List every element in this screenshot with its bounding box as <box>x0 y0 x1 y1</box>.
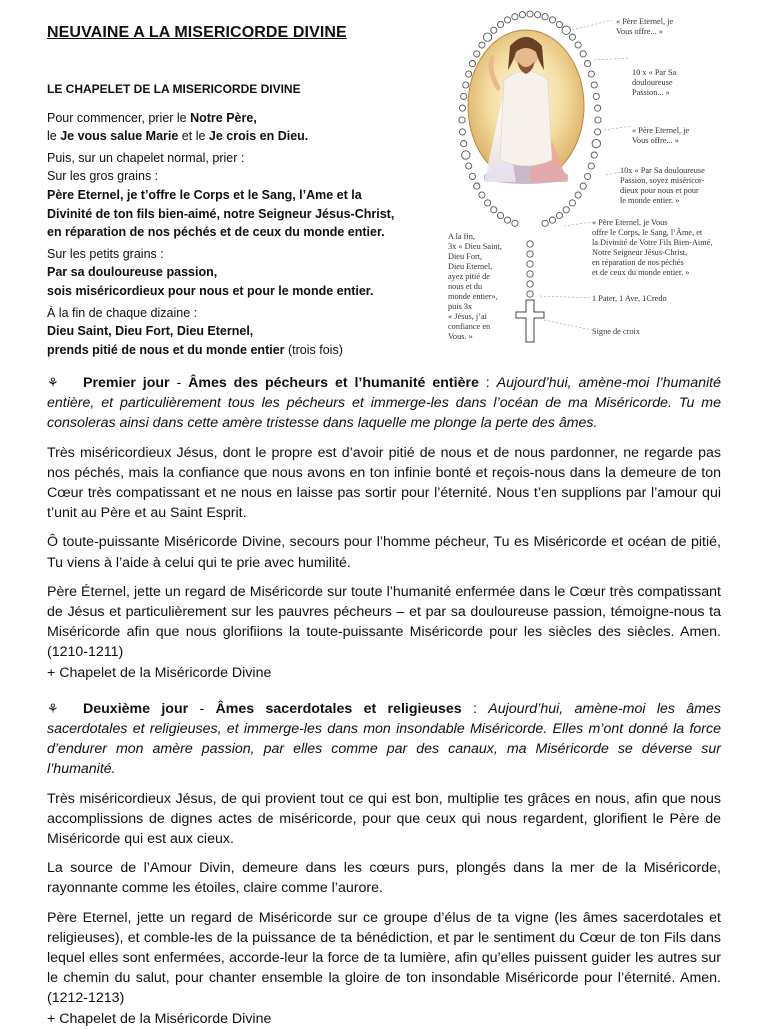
prayer-text: prends pitié de nous et du monde entier <box>47 342 285 357</box>
label-line: le monde entier. » <box>620 196 680 205</box>
rosary-bead <box>459 105 465 111</box>
label-line: Vous offre... » <box>632 136 679 145</box>
rosary-bead <box>461 93 467 99</box>
label-pere-eternel-2 <box>632 126 689 146</box>
rosary-bead <box>575 192 581 198</box>
text: (trois fois) <box>284 342 343 357</box>
rosary-bead <box>542 220 548 226</box>
label-pater: 1 Pater, 1 Ave, 1Credo <box>592 294 667 303</box>
label-line: nous et du <box>448 282 483 291</box>
label-line: Vous. » <box>448 332 473 341</box>
day1-prayer-1: Très miséricordieux Jésus, dont le propre est d’avoir pitié de nous et de nous pardonner, ne regarde pas nos péchés, mais la confiance que nous avons en ton infinie bonté et reçois-nous dans la demeure de ton Cœur très compatissant et ne nous en laisse pas sortir pour l’éternité. Nous t’en supplions par l’amour qui t’unit au Père et au Saint Esprit. <box>47 444 721 522</box>
label-signe: Signe de croix <box>592 327 640 336</box>
label-line: la Divinité de Votre Fils Bien-Aimé, <box>592 238 713 247</box>
day1-heading <box>47 373 721 434</box>
rosary-bead <box>504 217 510 223</box>
flower-icon: ⚘ <box>47 700 59 716</box>
prayer-text: en réparation de nos péchés et de ceux du monde entier. <box>47 225 385 240</box>
label-line: confiance en <box>448 322 491 331</box>
intro-line-2 <box>47 127 427 146</box>
day-quote: Aujourd’hui, amène-moi l’humanité entière, et particulièrement tous les pécheurs et immerge-les dans l’océan de ma Miséricorde. Tu me consoleras ainsi dans cette amère tristesse dans laquelle me plonge la perte des âmes. <box>47 375 721 432</box>
rosary-bead <box>585 173 591 179</box>
rosary-bead <box>497 212 503 218</box>
label-line: Notre Seigneur Jésus-Christ, <box>592 248 688 257</box>
prayer-line <box>47 263 427 282</box>
flower-icon: ⚘ <box>47 375 59 390</box>
rosary-bead <box>588 71 594 77</box>
instruction-line: À la fin de chaque dizaine : <box>47 305 198 320</box>
day2-chapelet: + Chapelet de la Miséricorde Divine <box>47 1010 272 1027</box>
label-line: ayez pitié de <box>448 272 490 281</box>
prayer-text: Par sa douloureuse passion, <box>47 265 218 280</box>
label-line: Vous offre... » <box>616 27 663 36</box>
label-line: « Jésus, j’ai <box>448 312 487 321</box>
text: : <box>478 375 497 391</box>
rosary-bead <box>575 42 581 48</box>
prayer-name: Je crois en Dieu. <box>208 129 309 144</box>
neuvaine-days <box>47 373 721 1029</box>
text: : <box>461 700 489 717</box>
prayer-line <box>47 322 427 341</box>
rosary-bead <box>569 34 575 40</box>
rosary-bead <box>466 71 472 77</box>
rosary-bead <box>491 27 497 33</box>
divine-mercy-image <box>468 30 584 184</box>
day1-chapelet: + Chapelet de la Miséricorde Divine <box>47 664 272 681</box>
rosary-bead <box>504 17 510 23</box>
rosary-bead <box>479 192 485 198</box>
rosary-bead <box>512 14 518 20</box>
prayer-text: Dieu Saint, Dieu Fort, Dieu Eternel, <box>47 324 254 339</box>
rosary-bead <box>497 21 503 27</box>
rosary-bead <box>463 82 469 88</box>
label-line: A la fin, <box>448 232 475 241</box>
label-line: 10 x « Par Sa <box>632 68 677 77</box>
rosary-bead <box>593 93 599 99</box>
day-label: Premier jour <box>83 375 170 391</box>
prayer-line <box>47 341 427 360</box>
page-title: NEUVAINE A LA MISERICORDE DIVINE <box>47 24 347 41</box>
text: et le <box>178 129 209 144</box>
rosary-bead <box>592 139 600 147</box>
rosary-bead <box>562 26 570 34</box>
prayer-name: Notre Père, <box>190 110 257 125</box>
rosary-bead <box>466 163 472 169</box>
day-theme: Âmes des pécheurs et l’humanité entière <box>188 375 479 391</box>
rosary-bead <box>588 163 594 169</box>
label-line: « Père Eternel, je <box>632 126 690 135</box>
rosary-bead <box>459 117 465 123</box>
rosary-bead <box>461 141 467 147</box>
rosary-bead <box>549 217 555 223</box>
text: - <box>188 700 216 717</box>
day-theme: Âmes sacerdotales et religieuses <box>215 700 462 717</box>
label-line: douloureuse <box>632 78 673 87</box>
rosary-bead <box>549 17 555 23</box>
rosary-bead <box>485 200 491 206</box>
rosary-bead <box>595 117 601 123</box>
prayer-line <box>47 223 427 242</box>
label-line: en réparation de nos péchés <box>592 258 684 267</box>
chapelet-instructions <box>47 80 427 359</box>
label-dizaine-2 <box>620 166 705 206</box>
rosary-bead <box>474 51 480 57</box>
label-offrande <box>592 218 712 278</box>
rosary-bead <box>569 200 575 206</box>
rosary-bead <box>479 42 485 48</box>
rosary-figure <box>444 0 726 346</box>
rosary-bead <box>595 129 601 135</box>
day1-prayer-2: Ô toute-puissante Miséricorde Divine, secours pour l’homme pécheur, Tu es Miséricorde et océan de pitié, Tu viens à l’aide à celui qui te prie avec humilité. <box>47 534 721 571</box>
rosary-bead <box>491 207 497 213</box>
rosary-bead <box>580 51 586 57</box>
rosary-bead <box>483 33 491 41</box>
day2-prayer-2: La source de l’Amour Divin, demeure dans les cœurs purs, plongés dans la mer de la Miséricorde, rayonnante comme les étoiles, claire comme l’aurore. <box>47 860 721 897</box>
text: le <box>47 129 61 144</box>
day1-prayer-3: Père Éternel, jette un regard de Miséricorde sur toute l’humanité enfermée dans le Cœur très compatissant de Jésus et particulièrement sur les pauvres pécheurs – et par sa douloureuse passion, témoigne-nous ta Miséricorde afin que nous glorifiions la toute-puissante Miséricorde pour les siècles des siècles. Amen. (1210-1211) <box>47 583 721 661</box>
label-line: monde entier», <box>448 292 498 301</box>
rosary-bead <box>556 21 562 27</box>
rosary-bead <box>535 12 541 18</box>
label-pere-eternel-1 <box>616 17 673 37</box>
prayer-name: Je vous salue Marie <box>60 129 179 144</box>
label-line: 10x « Par Sa douloureuse <box>620 166 705 175</box>
text: Pour commencer, prier le <box>47 110 191 125</box>
day-quote: Aujourd’hui, amène-moi les âmes sacerdotales et religieuses, et immerge-les dans mon insondable Miséricorde. Elles m’ont donné la force d’endurer mon amère passion, par elles comme par des canaux, ma Miséricorde se déverse sur l’humanité. <box>47 700 721 778</box>
day-label: Deuxième jour <box>83 700 189 717</box>
prayer-line <box>47 186 427 205</box>
label-line: Passion, soyez miséricor- <box>620 176 705 185</box>
day2-prayer-1: Très miséricordieux Jésus, de qui provient tout ce qui est bon, multiplie tes grâces en nous, afin que nous accomplissions de dignes actes de miséricorde, pour que ceux qui nous regardent, glorifient le Père de Miséricorde qui est aux cieux. <box>47 790 721 848</box>
label-line: Passion... » <box>632 88 670 97</box>
label-dizaine-1 <box>632 68 676 98</box>
prayer-line <box>47 282 427 301</box>
label-line: 3x « Dieu Saint, <box>448 242 502 251</box>
label-line: « Père Eternel, je Vous <box>592 218 668 227</box>
rosary-bead <box>512 220 518 226</box>
rosary-bead <box>591 82 597 88</box>
rosary-bead <box>469 173 475 179</box>
rosary-bead <box>474 183 480 189</box>
rosary-bead <box>542 14 548 20</box>
label-line: et de ceux du monde entier. » <box>592 268 690 277</box>
prayer-text: sois miséricordieux pour nous et pour le monde entier. <box>47 283 374 298</box>
day2-prayer-3: Père Eternel, jette un regard de Miséricorde sur ce groupe d’élus de ta vigne (les âmes sacerdotales et religieuses), et comble-les de la puissance de ta bénédiction, et par le sentiment du Cœur de ton Fils dans lequel elles sont enfermées, accorde-leur la force de ta lumière, afin qu’elles puissent guider les autres sur le chemin du salut, pour chanter ensemble la gloire de ton insondable Miséricorde pour l’éternité. Amen. (1212-1213) <box>47 909 721 1007</box>
rosary-bead <box>563 207 569 213</box>
instruction-line: Puis, sur un chapelet normal, prier : <box>47 150 245 165</box>
rosary-bead <box>527 11 533 17</box>
day2-heading <box>47 699 721 780</box>
label-line: puis 3x <box>448 302 473 311</box>
rosary-bead <box>519 12 525 18</box>
instruction-line: Sur les gros grains : <box>47 169 159 184</box>
text: - <box>169 375 189 391</box>
rosary-bead <box>556 212 562 218</box>
prayer-text: Père Eternel, je t’offre le Corps et le Sang, l’Ame et la <box>47 187 362 202</box>
label-fin <box>448 232 502 342</box>
intro-line-1 <box>47 109 427 128</box>
rosary-bead <box>459 129 465 135</box>
label-line: Dieu Fort, <box>448 252 483 261</box>
rosary-bead <box>469 61 475 67</box>
rosary-bead <box>591 152 597 158</box>
chapelet-subtitle: LE CHAPELET DE LA MISERICORDE DIVINE <box>47 82 301 96</box>
instruction-line: Sur les petits grains : <box>47 246 164 261</box>
rosary-bead <box>462 151 470 159</box>
rosary-bead <box>585 61 591 67</box>
label-line: Dieu Eternel, <box>448 262 493 271</box>
rosary-bead <box>595 105 601 111</box>
prayer-text: Divinité de ton fils bien-aimé, notre Seigneur Jésus-Christ, <box>47 206 395 221</box>
label-line: dieux pour nous et pour <box>620 186 699 195</box>
rosary-bead <box>580 183 586 189</box>
rosary-pendant <box>516 241 544 342</box>
label-line: offre le Corps, le Sang, l’Âme, et <box>592 228 703 237</box>
label-line: « Père Eternel, je <box>616 17 674 26</box>
prayer-line <box>47 205 427 224</box>
